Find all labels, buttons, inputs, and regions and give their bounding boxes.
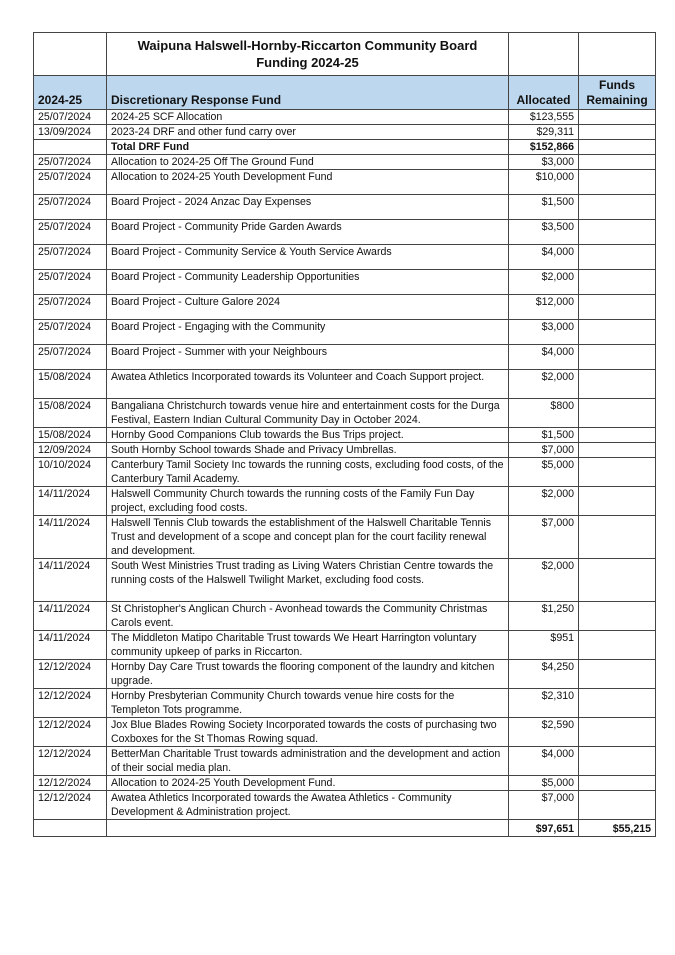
row-funds-remaining [579,195,656,220]
row-date: 25/07/2024 [34,270,107,295]
table-row [34,443,656,458]
row-description: Board Project - Community Service & Youth Service Awards [107,245,509,270]
row-description: Board Project - Engaging with the Community [107,320,509,345]
row-allocated: $2,590 [509,718,579,747]
row-funds-remaining [579,776,656,791]
row-funds-remaining [579,487,656,516]
row-description: BetterMan Charitable Trust towards administration and the development and action of their social media plan. [107,747,509,776]
totals-row [34,820,656,837]
row-description: Board Project - Community Leadership Opportunities [107,270,509,295]
row-description: St Christopher's Anglican Church - Avonhead towards the Community Christmas Carols event. [107,602,509,631]
row-allocated: $3,000 [509,155,579,170]
row-date: 14/11/2024 [34,487,107,516]
row-funds-remaining [579,718,656,747]
row-funds-remaining [579,428,656,443]
table-row [34,689,656,718]
table-row [34,295,656,320]
row-funds-remaining [579,791,656,820]
row-allocated: $2,000 [509,270,579,295]
table-row [34,245,656,270]
row-allocated: $4,250 [509,660,579,689]
row-allocated: $2,000 [509,370,579,399]
row-funds-remaining [579,345,656,370]
row-allocated: $1,250 [509,602,579,631]
header-row [34,76,656,110]
row-description: Halswell Tennis Club towards the establishment of the Halswell Charitable Tennis Trust and development of a scope and concept plan for the court facility renewal and development. [107,516,509,559]
row-funds-remaining [579,140,656,155]
row-funds-remaining [579,660,656,689]
row-allocated: $29,311 [509,125,579,140]
row-funds-remaining [579,155,656,170]
row-allocated: $12,000 [509,295,579,320]
totals-blank-cell [107,820,509,837]
title-row [34,33,656,76]
title-line-2: Funding 2024-25 [256,55,359,70]
row-date: 15/08/2024 [34,428,107,443]
row-funds-remaining [579,270,656,295]
row-funds-remaining [579,220,656,245]
row-date: 15/08/2024 [34,399,107,428]
row-description: Board Project - Summer with your Neighbours [107,345,509,370]
row-allocated: $7,000 [509,443,579,458]
title-blank-cell [579,33,656,76]
row-date: 12/12/2024 [34,776,107,791]
row-description: Allocation to 2024-25 Youth Development Fund. [107,776,509,791]
row-date: 25/07/2024 [34,245,107,270]
table-row [34,559,656,602]
row-allocated: $7,000 [509,791,579,820]
row-allocated: $152,866 [509,140,579,155]
row-allocated: $2,000 [509,559,579,602]
table-row [34,155,656,170]
row-description: Allocation to 2024-25 Youth Development Fund [107,170,509,195]
row-description: Hornby Good Companions Club towards the Bus Trips project. [107,428,509,443]
row-date: 25/07/2024 [34,110,107,125]
row-description: Awatea Athletics Incorporated towards the Awatea Athletics - Community Development & Administration project. [107,791,509,820]
table-row [34,602,656,631]
row-date: 14/11/2024 [34,559,107,602]
row-funds-remaining [579,458,656,487]
row-allocated: $2,000 [509,487,579,516]
row-date: 15/08/2024 [34,370,107,399]
row-description: Canterbury Tamil Society Inc towards the running costs, excluding food costs, of the Canterbury Tamil Academy. [107,458,509,487]
row-date: 13/09/2024 [34,125,107,140]
total-allocated: $97,651 [509,820,579,837]
table-row [34,660,656,689]
row-description: Halswell Community Church towards the running costs of the Family Fun Day project, excluding food costs. [107,487,509,516]
row-allocated: $7,000 [509,516,579,559]
row-allocated: $2,310 [509,689,579,718]
row-funds-remaining [579,516,656,559]
table-row [34,320,656,345]
table-row [34,516,656,559]
row-date: 12/12/2024 [34,747,107,776]
row-allocated: $123,555 [509,110,579,125]
row-description: Allocation to 2024-25 Off The Ground Fund [107,155,509,170]
totals-blank-cell [34,820,107,837]
title-blank-cell [509,33,579,76]
row-funds-remaining [579,125,656,140]
row-allocated: $4,000 [509,245,579,270]
table-row [34,140,656,155]
table-row [34,747,656,776]
row-description: 2023-24 DRF and other fund carry over [107,125,509,140]
header-allocated: Allocated [509,76,579,110]
row-date: 12/12/2024 [34,791,107,820]
row-date: 12/12/2024 [34,689,107,718]
title-line-1: Waipuna Halswell-Hornby-Riccarton Community Board [137,38,478,53]
table-row [34,345,656,370]
row-funds-remaining [579,602,656,631]
row-allocated: $800 [509,399,579,428]
row-description: The Middleton Matipo Charitable Trust towards We Heart Harrington voluntary community upkeep of parks in Riccarton. [107,631,509,660]
row-funds-remaining [579,110,656,125]
row-description: South Hornby School towards Shade and Privacy Umbrellas. [107,443,509,458]
row-description: Jox Blue Blades Rowing Society Incorporated towards the costs of purchasing two Coxboxes for the St Thomas Rowing squad. [107,718,509,747]
row-funds-remaining [579,399,656,428]
row-date: 25/07/2024 [34,195,107,220]
row-allocated: $10,000 [509,170,579,195]
row-description: Total DRF Fund [107,140,509,155]
table-row [34,776,656,791]
row-date: 12/12/2024 [34,718,107,747]
row-funds-remaining [579,443,656,458]
row-allocated: $951 [509,631,579,660]
row-allocated: $5,000 [509,458,579,487]
table-row [34,125,656,140]
header-funds-remaining [579,76,656,110]
table-row [34,220,656,245]
row-allocated: $1,500 [509,195,579,220]
table-row [34,428,656,443]
row-funds-remaining [579,245,656,270]
row-description: Hornby Presbyterian Community Church towards venue hire costs for the Templeton Tots programme. [107,689,509,718]
table-row [34,399,656,428]
row-description: Board Project - Community Pride Garden Awards [107,220,509,245]
header-remaining-line-1: Funds [599,78,635,92]
row-date: 12/12/2024 [34,660,107,689]
table-row [34,791,656,820]
row-date: 25/07/2024 [34,220,107,245]
row-date: 14/11/2024 [34,516,107,559]
table-row [34,718,656,747]
row-description: Awatea Athletics Incorporated towards its Volunteer and Coach Support project. [107,370,509,399]
table-row [34,110,656,125]
table-row [34,370,656,399]
table-title [107,33,509,76]
row-funds-remaining [579,295,656,320]
row-funds-remaining [579,631,656,660]
row-funds-remaining [579,559,656,602]
row-description: 2024-25 SCF Allocation [107,110,509,125]
row-allocated: $5,000 [509,776,579,791]
row-description: Hornby Day Care Trust towards the flooring component of the laundry and kitchen upgrade. [107,660,509,689]
row-date: 10/10/2024 [34,458,107,487]
row-funds-remaining [579,747,656,776]
row-date: 25/07/2024 [34,170,107,195]
row-description: Board Project - 2024 Anzac Day Expenses [107,195,509,220]
row-date: 25/07/2024 [34,345,107,370]
row-allocated: $4,000 [509,747,579,776]
row-funds-remaining [579,689,656,718]
table-row [34,487,656,516]
title-blank-cell [34,33,107,76]
table-row [34,458,656,487]
row-funds-remaining [579,370,656,399]
table-row [34,170,656,195]
row-date: 25/07/2024 [34,155,107,170]
header-date: 2024-25 [34,76,107,110]
row-date: 25/07/2024 [34,295,107,320]
header-description: Discretionary Response Fund [107,76,509,110]
row-description: Board Project - Culture Galore 2024 [107,295,509,320]
row-allocated: $3,500 [509,220,579,245]
total-funds-remaining: $55,215 [579,820,656,837]
row-allocated: $3,000 [509,320,579,345]
table-body [34,110,656,820]
funding-table [33,32,656,837]
row-funds-remaining [579,320,656,345]
row-date [34,140,107,155]
row-date: 25/07/2024 [34,320,107,345]
row-date: 12/09/2024 [34,443,107,458]
row-description: South West Ministries Trust trading as Living Waters Christian Centre towards the running costs of the Halswell Twilight Market, excluding food costs. [107,559,509,602]
row-allocated: $4,000 [509,345,579,370]
row-date: 14/11/2024 [34,631,107,660]
row-date: 14/11/2024 [34,602,107,631]
header-remaining-line-2: Remaining [586,93,648,107]
table-row [34,195,656,220]
row-description: Bangaliana Christchurch towards venue hire and entertainment costs for the Durga Festival, Eastern Indian Cultural Community Day in October 2024. [107,399,509,428]
table-row [34,631,656,660]
table-row [34,270,656,295]
row-funds-remaining [579,170,656,195]
row-allocated: $1,500 [509,428,579,443]
